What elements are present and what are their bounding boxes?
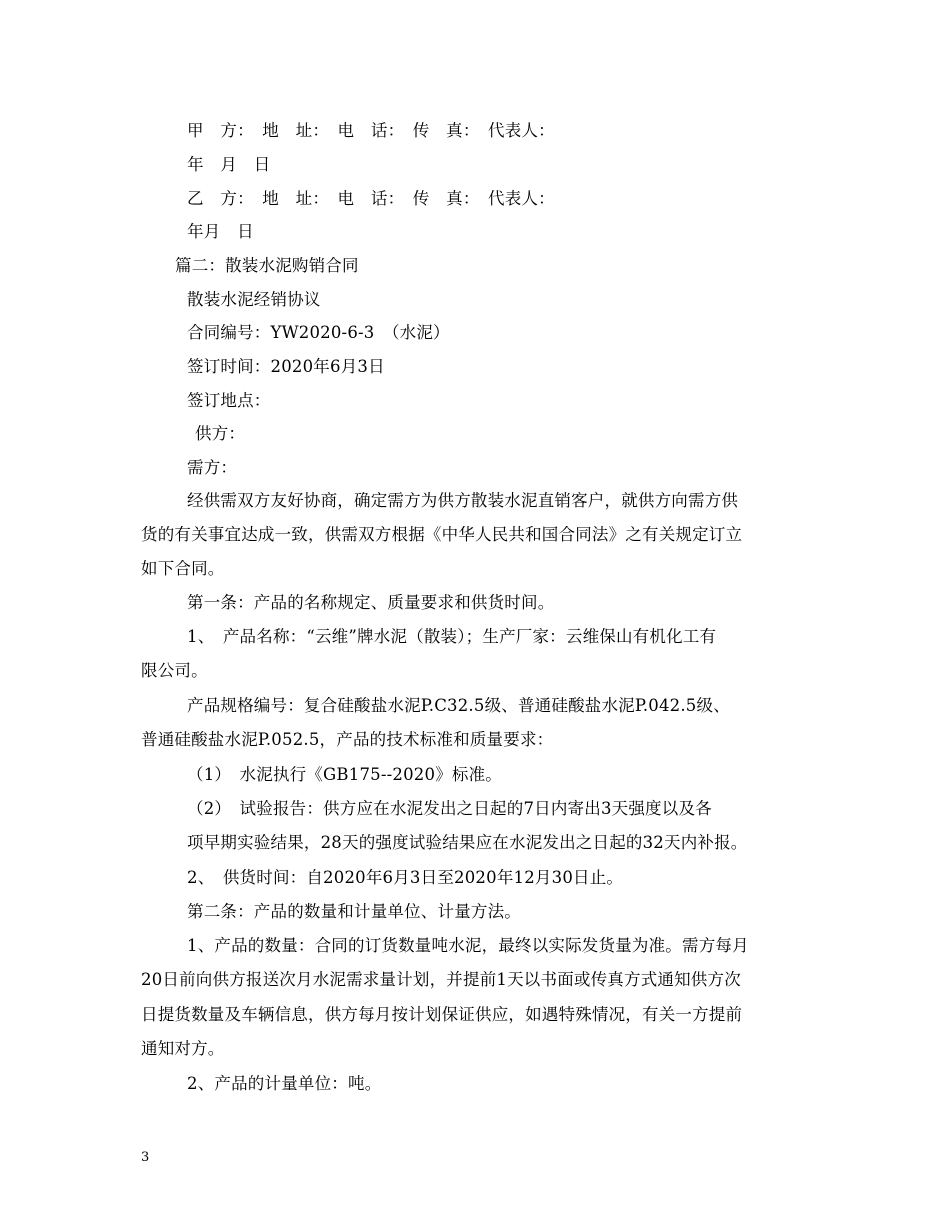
article-1-title: 第一条：产品的名称规定、质量要求和供货时间。 <box>187 593 555 612</box>
party-a-date: 年 月 日 <box>187 155 271 174</box>
article-1-item-2: 2、 供货时间：自2020年6月3日至2020年12月30日止。 <box>187 868 624 887</box>
article-2-title: 第二条：产品的数量和计量单位、计量方法。 <box>187 902 521 921</box>
spec-item-1: （1） 水泥执行《GB175--2020》标准。 <box>187 765 502 784</box>
party-b-date: 年月 日 <box>187 222 254 241</box>
article-1-item-1-line-2: 限公司。 <box>141 661 208 680</box>
party-b-line: 乙 方： 地 址： 电 话： 传 真： 代表人： <box>187 189 555 208</box>
article-2-item-1-line-2: 20日前向供方报送次月水泥需求量计划，并提前1天以书面或传真方式通知供方次 <box>141 970 741 989</box>
intro-line-2: 货的有关事宜达成一致，供需双方根据《中华人民共和国合同法》之有关规定订立 <box>141 525 743 544</box>
agreement-title: 散装水泥经销协议 <box>187 290 321 309</box>
article-2-item-1-line-1: 1、产品的数量：合同的订货数量吨水泥，最终以实际发货量为准。需方每月 <box>187 936 749 955</box>
party-a-line: 甲 方： 地 址： 电 话： 传 真： 代表人： <box>187 121 555 140</box>
article-1-item-1-line-1: 1、 产品名称：“云维”牌水泥（散装）；生产厂家：云维保山有机化工有 <box>187 627 717 646</box>
supplier-label: 供方： <box>195 424 246 443</box>
contract-number: 合同编号：YW2020-6-3 （水泥） <box>187 323 450 342</box>
spec-line-1: 产品规格编号：复合硅酸盐水泥P.C32.5级、普通硅酸盐水泥P.042.5级、 <box>187 696 730 715</box>
spec-line-2: 普通硅酸盐水泥P.052.5，产品的技术标准和质量要求： <box>141 730 554 749</box>
section-title: 篇二：散装水泥购销合同 <box>175 256 359 275</box>
spec-item-2-line-2: 项早期实验结果，28天的强度试验结果应在水泥发出之日起的32天内补报。 <box>187 833 748 852</box>
article-2-item-1-line-3: 日提货数量及车辆信息，供方每月按计划保证供应，如遇特殊情况，有关一方提前 <box>141 1005 743 1024</box>
intro-line-3: 如下合同。 <box>141 559 225 578</box>
page-number: 3 <box>141 1150 150 1165</box>
sign-time: 签订时间：2020年6月3日 <box>187 357 385 376</box>
intro-line-1: 经供需双方友好协商，确定需方为供方散装水泥直销客户，就供方向需方供 <box>187 491 739 510</box>
buyer-label: 需方： <box>187 458 238 477</box>
sign-place: 签订地点： <box>187 391 271 410</box>
article-2-item-1-line-4: 通知对方。 <box>141 1039 225 1058</box>
article-2-item-2: 2、产品的计量单位：吨。 <box>187 1074 382 1093</box>
spec-item-2-line-1: （2） 试验报告：供方应在水泥发出之日起的7日内寄出3天强度以及各 <box>187 799 712 818</box>
